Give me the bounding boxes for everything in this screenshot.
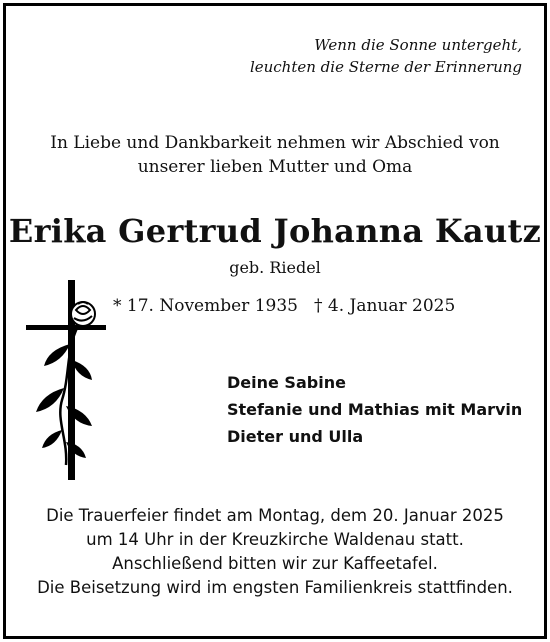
mourner-line-3: Dieter und Ulla — [227, 427, 364, 446]
cross-with-rose-icon — [26, 280, 106, 485]
intro-text — [0, 131, 550, 179]
service-details — [0, 504, 550, 600]
motto — [250, 34, 522, 78]
intro-line-1: In Liebe und Dankbarkeit nehmen wir Abschied von — [50, 133, 500, 153]
service-line-1: Die Trauerfeier findet am Montag, dem 20. Januar 2025 — [46, 506, 504, 525]
motto-line-2: leuchten die Sterne der Erinnerung — [249, 58, 522, 76]
mourner-line-2: Stefanie und Mathias mit Marvin — [227, 400, 523, 419]
mourner-line-1: Deine Sabine — [227, 373, 346, 392]
service-line-3: Anschließend bitten wir zur Kaffeetafel. — [112, 554, 438, 573]
death-date: † 4. Januar 2025 — [313, 296, 456, 316]
birth-name: geb. Riedel — [229, 258, 321, 277]
life-dates — [113, 296, 455, 316]
service-line-4: Die Beisetzung wird im engsten Familienkreis stattfinden. — [37, 578, 513, 597]
motto-line-1: Wenn die Sonne untergeht, — [314, 36, 522, 54]
service-line-2: um 14 Uhr in der Kreuzkirche Waldenau statt. — [86, 530, 464, 549]
birth-date: * 17. November 1935 — [113, 296, 298, 316]
mourners-list — [227, 369, 522, 450]
deceased-name: Erika Gertrud Johanna Kautz — [8, 212, 542, 250]
intro-line-2: unserer lieben Mutter und Oma — [137, 157, 413, 177]
